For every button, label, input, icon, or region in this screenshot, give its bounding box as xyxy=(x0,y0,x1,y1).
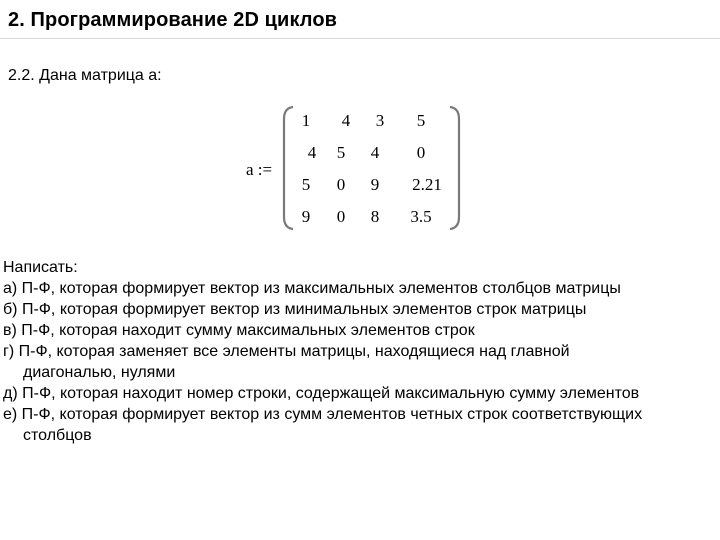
task-item-e: е) П-Ф, которая формирует вектор из сумм элементов четных строк соответствующих xyxy=(3,406,643,423)
problem-statement: 2.2. Дана матрица a: xyxy=(8,67,162,84)
task-item-g-continuation: диагональю, нулями xyxy=(23,364,176,381)
task-item-g: г) П-Ф, которая заменяет все элементы матрицы, находящиеся над главной xyxy=(3,343,570,360)
matrix-cell: 8 xyxy=(370,207,380,226)
matrix-cell: 3 xyxy=(375,111,385,130)
task-item-d: д) П-Ф, которая находит номер строки, содержащей максимальную сумму элементов xyxy=(3,385,640,402)
matrix-cell: 0 xyxy=(336,207,346,226)
matrix-grid xyxy=(286,107,454,231)
matrix-label: a := xyxy=(246,160,273,179)
matrix-cell: 0 xyxy=(416,143,426,162)
matrix-cell: 3.5 xyxy=(410,207,432,226)
matrix-cell: 9 xyxy=(370,175,380,194)
task-item-v: в) П-Ф, которая находит сумму максимальных элементов строк xyxy=(3,322,475,339)
matrix-cell: 4 xyxy=(370,143,380,162)
task-list xyxy=(3,257,720,446)
matrix-cell: 9 xyxy=(301,207,311,226)
page-title: 2. Программирование 2D циклов xyxy=(8,9,338,31)
matrix-cell: 4 xyxy=(341,111,351,130)
matrix-cell: 2.21 xyxy=(412,175,442,194)
matrix-cell: 5 xyxy=(416,111,426,130)
matrix-cell: 5 xyxy=(336,143,346,162)
matrix-cell: 4 xyxy=(307,143,317,162)
task-heading: Написать: xyxy=(3,259,78,276)
matrix-cell: 5 xyxy=(301,175,311,194)
task-item-e-continuation: столбцов xyxy=(23,427,92,444)
task-item-a: а) П-Ф, которая формирует вектор из максимальных элементов столбцов матрицы xyxy=(3,280,621,297)
task-item-b: б) П-Ф, которая формирует вектор из минимальных элементов строк матрицы xyxy=(3,301,587,318)
title-divider xyxy=(0,38,720,39)
matrix-cell: 0 xyxy=(336,175,346,194)
matrix-cell: 1 xyxy=(301,111,311,130)
